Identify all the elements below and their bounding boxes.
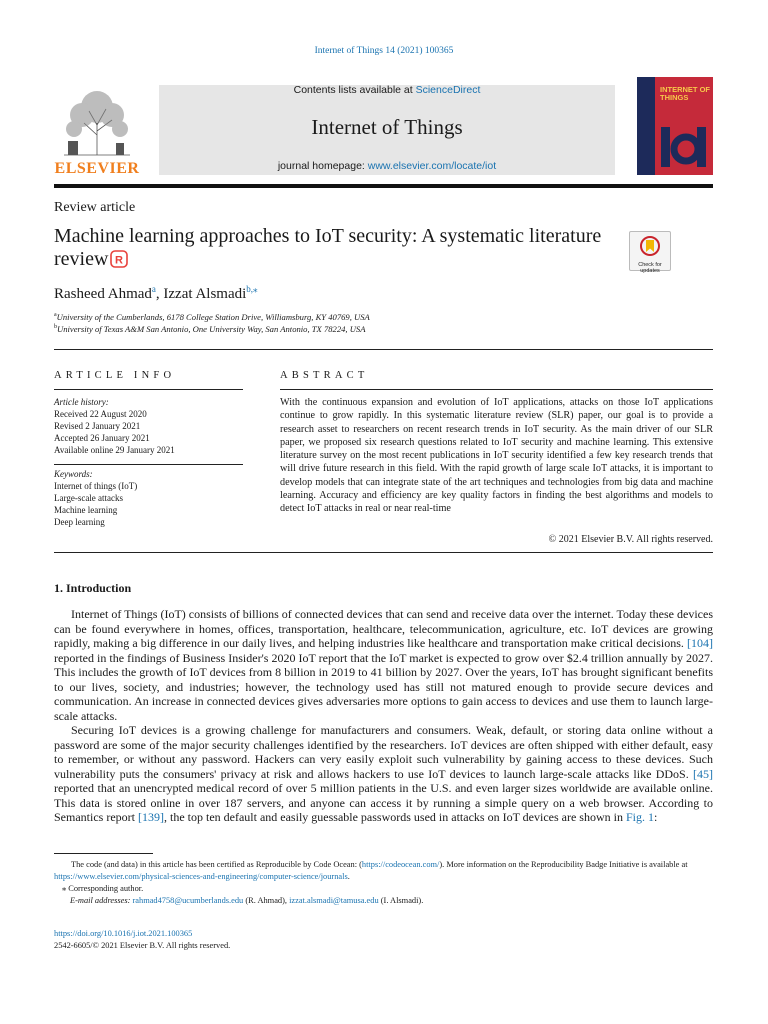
keywords bbox=[54, 468, 243, 528]
elsevier-journals-link[interactable]: https://www.elsevier.com/physical-sciences-and-engineering/computer-science/journals bbox=[54, 871, 348, 881]
keyword: Machine learning bbox=[54, 505, 118, 515]
history-accepted: Accepted 26 January 2021 bbox=[54, 433, 150, 443]
contents-line: Contents lists available at ScienceDirect bbox=[293, 84, 481, 96]
elsevier-tree-logo bbox=[54, 85, 140, 160]
affiliation-a: $^a$University of the Cumberlands, 6178 College Station Drive, Williamsburg, KY 40769, USA bbox=[54, 312, 370, 322]
abstract-copyright: © 2021 Elsevier B.V. All rights reserved. bbox=[548, 534, 713, 545]
cover-title: INTERNET OF THINGS bbox=[660, 85, 710, 102]
abstract-divider-top bbox=[280, 389, 713, 390]
elsevier-wordmark: ELSEVIER bbox=[54, 160, 140, 177]
keywords-label: Keywords: bbox=[54, 469, 93, 479]
history-received: Received 22 August 2020 bbox=[54, 409, 147, 419]
title-divider bbox=[54, 349, 713, 350]
intro-paragraph-1: Internet of Things (IoT) consists of billions of connected devices that can send and receive data over the internet. Today these devices can be found everywhere in homes, offices, transportation, healthcare, telecommunication, agriculture, etc. IoT devices are growing rapidly, making a big difference in our daily lives, and helping industries like healthcare and transportation make critical decisions. [104] reported in the findings of Business Insider's 2020 IoT report that the IoT market is expected to grow over $2.4 trillion annually by 2027. This includes the growth of IoT devices from 8 billion in 2019 to 41 billion by 2027. Over the years, IoT has brought significant benefits to our lives, society, and industries; however, the technology used has still not matured enough to provide secure devices and communication. An increase in connected devices gives adversaries more options to gain access to devices and use them to launch large-scale attacks. bbox=[54, 607, 713, 723]
codeocean-link[interactable]: https://codeocean.com/ bbox=[361, 860, 440, 869]
author-name: Rasheed Ahmad bbox=[54, 286, 152, 302]
abstract-divider-bottom bbox=[54, 552, 713, 553]
homepage-line: journal homepage: www.elsevier.com/locate/iot bbox=[277, 160, 497, 172]
cover-iot-graphic bbox=[659, 121, 709, 171]
email-link[interactable]: rahmad4758@ucumberlands.edu bbox=[132, 896, 244, 905]
journal-citation-link[interactable]: Internet of Things 14 (2021) 100365 bbox=[314, 46, 454, 56]
author-name: Izzat Alsmadi bbox=[163, 286, 247, 302]
abstract-text: With the continuous expansion and evolution of IoT applications, attacks on those IoT applications continue to grow rapidly. In this systematic literature review (SLR) paper, our goal is to provide a research asset to researchers on recent research trends in IoT security. As the main driver of our SLR paper, we proposed six research questions related to IoT security and machine learning. This extensive literature survey on the most recent publications in IoT security identified a few key research trends that will drive future research in this field. With the rapid growth of large scale IoT attacks, it is important to develop models that can integrate state of the art techniques and technologies from big data and machine learning. Accuracy and efficiency are key quality factors in finding the best algorithms and models to detect IoT attacks in real or near real-time bbox=[280, 397, 713, 515]
check-updates-label: Check for updates bbox=[638, 262, 662, 274]
cover-strip bbox=[637, 77, 655, 175]
reference-link[interactable]: [139] bbox=[137, 810, 164, 824]
reference-link[interactable]: [45] bbox=[693, 766, 713, 781]
article-history bbox=[54, 396, 243, 456]
footnote-corresponding: ⁎ Corresponding author. bbox=[62, 884, 144, 893]
section-heading-introduction: 1. Introduction bbox=[54, 581, 132, 595]
email-link[interactable]: izzat.alsmadi@tamusa.edu bbox=[289, 896, 379, 905]
intro-paragraph-2: Securing IoT devices is a growing challenge for manufacturers and consumers. Weak, default, or storing data online without a password are some of the major security challenges identified by the researchers. IoT devices are often shipped with either default, easy to remember, or without any password. Hackers can very easily exploit such vulnerability by gaining access to these devices. Such vulnerability puts the consumers' privacy at risk and allows hackers to use IoT devices to launch large-scale attacks like DDoS. [45] reported that an unencrypted medical record of over 5 million patients in the U.S. and even larger sizes worldwide are available online. This data is stored online in over 187 servers, and anyone can access it by running a simple query on a web browser. According to Semantics report [139], the top ten default and easily guessable passwords used in attacks on IoT devices are shown in Fig. 1: bbox=[54, 723, 713, 824]
homepage-link[interactable]: www.elsevier.com/locate/iot bbox=[367, 160, 497, 172]
info-divider-mid bbox=[54, 464, 243, 465]
author-list: Rasheed Ahmad$^a$, Izzat Alsmadi$^{b,⁎}$ bbox=[54, 284, 258, 302]
history-revised: Revised 2 January 2021 bbox=[54, 421, 141, 431]
sciencedirect-link[interactable]: ScienceDirect bbox=[415, 84, 481, 96]
figure-link[interactable]: Fig. 1 bbox=[625, 810, 654, 824]
keyword: Deep learning bbox=[54, 517, 105, 527]
check-for-updates-button[interactable] bbox=[629, 231, 671, 274]
history-label: Article history: bbox=[54, 397, 109, 407]
journal-cover-image bbox=[637, 77, 713, 175]
keyword: Internet of things (IoT) bbox=[54, 481, 138, 491]
paper-title: Machine learning approaches to IoT security: A systematic literature review R bbox=[54, 225, 602, 270]
reference-link[interactable]: [104] bbox=[687, 636, 713, 650]
info-divider-top bbox=[54, 389, 243, 390]
reproducibility-badge-icon[interactable] bbox=[110, 250, 128, 268]
footnote-code-ocean: The code (and data) in this article has been certified as Reproducible by Code Ocean: (https://codeocean.com/). More information on the Reproducibility Badge Initiative is available at https://www.elsevier.com/physical-sciences-and-engineering/computer-science/journals. bbox=[54, 860, 688, 881]
footnote-emails: E-mail addresses: rahmad4758@ucumberlands.edu (R. Ahmad), izzat.alsmadi@tamusa.edu (I. Alsmadi). bbox=[70, 896, 424, 905]
history-online: Available online 29 January 2021 bbox=[54, 445, 175, 455]
header-rule bbox=[54, 184, 713, 188]
keyword: Large-scale attacks bbox=[54, 493, 124, 503]
svg-text:R: R bbox=[115, 254, 124, 267]
bookmark-icon bbox=[639, 235, 661, 257]
issn-copyright: 2542-6605/© 2021 Elsevier B.V. All rights reserved. bbox=[54, 941, 231, 950]
article-type: Review article bbox=[54, 200, 136, 215]
footnote-rule bbox=[54, 853, 153, 854]
author-affiliation-ref[interactable]: a bbox=[151, 284, 156, 294]
journal-name: Internet of Things bbox=[311, 115, 463, 139]
author-affiliation-ref[interactable]: b,⁎ bbox=[246, 284, 258, 294]
affiliation-b: $^b$University of Texas A&M San Antonio, One University Way, San Antonio, TX 78224, USA bbox=[54, 324, 366, 334]
abstract-heading: ABSTRACT bbox=[280, 370, 369, 381]
article-info-heading: ARTICLE INFO bbox=[54, 370, 176, 381]
doi-link[interactable]: https://doi.org/10.1016/j.iot.2021.100365 bbox=[54, 929, 193, 938]
